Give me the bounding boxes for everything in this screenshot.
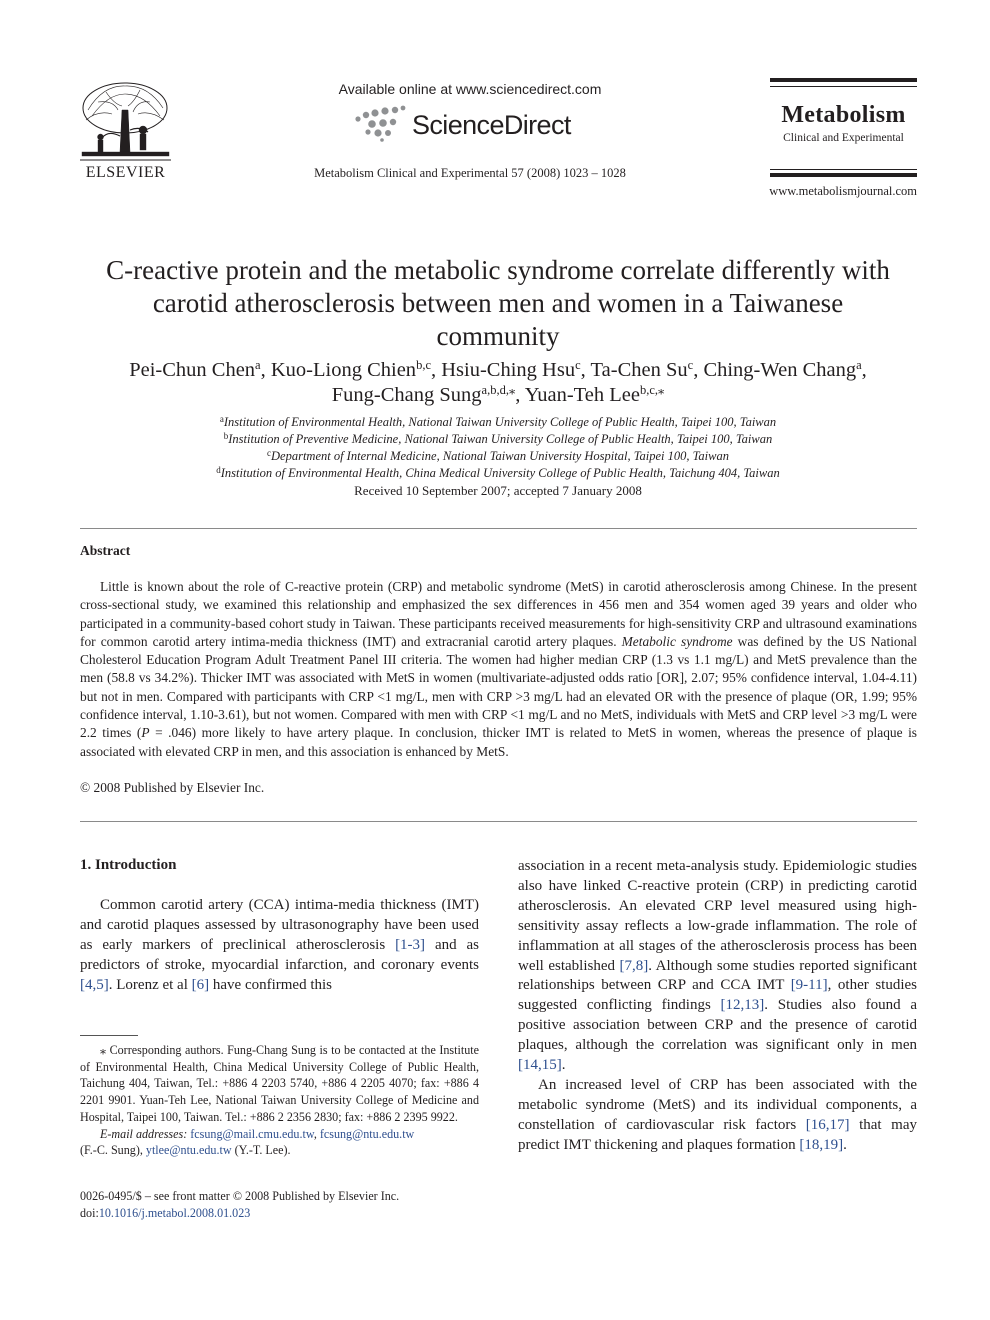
intro-paragraph-left	[80, 896, 479, 996]
email-label: E-mail addresses:	[100, 1126, 188, 1141]
citation-link[interactable]: [18,19]	[799, 1136, 844, 1153]
author-name: Kuo-Liong Chien	[270, 359, 417, 381]
citation-link[interactable]: [1-3]	[395, 936, 426, 953]
received-dates: Received 10 September 2007; accepted 7 January 2008	[354, 483, 642, 498]
affiliation-item	[140, 431, 856, 448]
journal-subtitle: Clinical and Experimental	[783, 132, 904, 144]
sciencedirect-wordmark: ScienceDirect	[412, 110, 571, 140]
email-owner: (F.-C. Sung),	[80, 1143, 146, 1158]
body-text: , other studies suggested conflicting findings	[518, 977, 917, 1014]
email-link[interactable]: fcsung@mail.cmu.edu.tw	[190, 1126, 314, 1141]
email-link[interactable]: fcsung@ntu.edu.tw	[319, 1126, 415, 1141]
article-title: C-reactive protein and the metabolic syndrome correlate differently with carotid atherosclerosis between men and women in a Taiwanese community	[106, 255, 890, 351]
affiliation-mark: c	[267, 448, 271, 458]
brand-rule	[770, 86, 917, 87]
available-online-text: Available online at www.sciencedirect.com	[338, 81, 602, 97]
citation-link[interactable]: [6]	[191, 976, 210, 993]
body-text: and as predictors of stroke, myocardial infarction, and coronary events	[80, 936, 479, 973]
divider	[80, 528, 917, 529]
author-affiliation-mark: c	[687, 358, 694, 372]
journal-name: Metabolism	[781, 102, 906, 128]
affiliation-text: Institution of Environmental Health, National Taiwan University College of Public Health, Taipei 100, Taiwan	[223, 415, 777, 429]
corresponding-author-footnote	[80, 1042, 479, 1159]
affiliation-text: Institution of Environmental Health, China Medical University College of Public Health, Taichung 404, Taiwan	[220, 466, 780, 480]
author-affiliation-mark: b,c,⁎	[639, 383, 665, 397]
journal-url[interactable]: www.metabolismjournal.com	[769, 184, 917, 198]
affiliation-item	[140, 465, 856, 482]
citation-link[interactable]: [7,8]	[619, 957, 649, 974]
citation-link[interactable]: [4,5]	[80, 976, 109, 993]
author-affiliation-mark: a	[255, 358, 261, 372]
body-text: .	[561, 1057, 566, 1074]
body-text: .	[843, 1136, 847, 1153]
intro-paragraph	[518, 857, 917, 1076]
journal-brand	[770, 78, 917, 178]
author-name: Yuan-Teh Lee	[524, 384, 640, 406]
citation-link[interactable]: [16,17]	[805, 1116, 850, 1133]
section-heading: 1. Introduction	[80, 857, 177, 873]
brand-rule	[770, 78, 917, 82]
author-name: Hsiu-Ching Hsu	[441, 359, 576, 381]
affiliation-item	[140, 448, 856, 465]
footnote-rule	[80, 1035, 138, 1036]
sciencedirect-dots-icon	[352, 102, 410, 142]
intro-column-right	[518, 857, 917, 1156]
abstract-p-value-symbol: P	[141, 725, 150, 741]
body-text: association in a recent meta-analysis study. Epidemiologic studies also have linked C-reactive protein (CRP) in predicting carotid atherosclerosis. An elevated CRP level measured using high-sensitivity assay reflects a low-grade inflammation. The role of inflammation at all stages of the atherosclerosis process has been well established	[518, 858, 917, 974]
affiliation-mark: b	[223, 431, 229, 441]
footnote-emails	[80, 1126, 479, 1143]
abstract-text-part: = .046) more likely to have artery plaque. In conclusion, thicker IMT is related to MetS in women, whereas the presence of plaque is associated with elevated CRP in men, and this association is enhanced by MetS.	[80, 725, 918, 759]
affiliation-text: Department of Internal Medicine, National Taiwan University Hospital, Taipei 100, Taiwan	[271, 449, 729, 463]
body-text: An increased level of CRP has been associated with the metabolic syndrome (MetS) and its individual components, a constellation of cardiovascular risk factors	[518, 1076, 917, 1133]
author-name: Fung-Chang Sung	[331, 384, 482, 406]
author-separator: ,	[515, 384, 525, 406]
affiliation-mark: a	[219, 414, 224, 424]
author-separator: ,	[693, 359, 704, 381]
abstract-heading: Abstract	[80, 543, 131, 558]
author-affiliation-mark: b,c	[416, 358, 431, 372]
journal-citation: Metabolism Clinical and Experimental 57 (2008) 1023 – 1028	[314, 166, 626, 180]
intro-paragraph	[518, 1076, 917, 1156]
footnote-email-owners	[80, 1142, 479, 1159]
brand-rule	[770, 169, 917, 170]
body-text: have confirmed this	[209, 976, 333, 993]
issn-line: 0026-0495/$ – see front matter © 2008 Published by Elsevier Inc.	[80, 1189, 400, 1203]
author-separator: ,	[431, 359, 442, 381]
body-text: . Lorenz et al	[108, 976, 192, 993]
affiliation-text: Institution of Preventive Medicine, National Taiwan University College of Public Health, Taipei 100, Taiwan	[228, 432, 773, 446]
author-separator: ,	[861, 359, 867, 381]
doi-line	[80, 1205, 399, 1222]
abstract-text-part: Little is known about the role of C-reactive protein (CRP) and metabolic syndrome (MetS) in carotid atherosclerosis among Chinese. In the present cross-sectional study, we examined this relationship and emphasized the sex differences in 456 men and 354 women aged 39 years and older who participated in a community-based cohort study in Taiwan. These participants received measurements for high-sensitivity CRP and ultrasound examinations for common carotid artery intima-media thickness (IMT) and extracranial carotid artery plaques.	[80, 579, 917, 649]
citation-link[interactable]: [14,15]	[518, 1057, 562, 1074]
email-separator: ,	[313, 1126, 320, 1141]
front-matter-info	[80, 1188, 399, 1221]
sciencedirect-logo	[352, 102, 592, 144]
author-affiliation-mark: a	[856, 358, 862, 372]
citation-link[interactable]: [12,13]	[720, 997, 765, 1014]
abstract-text	[80, 578, 917, 761]
brand-rule	[770, 173, 917, 177]
doi-label: doi:	[80, 1205, 99, 1220]
author-affiliation-mark: c	[575, 358, 581, 372]
body-text: . Studies also found a positive association between CRP and the presence of carotid plaques, although the correlation was significant only in men	[518, 997, 917, 1054]
affiliation-list	[140, 414, 856, 482]
body-text: Common carotid artery (CCA) intima-media thickness (IMT) and carotid plaques assessed by ultrasonography have been used as early markers of preclinical atherosclerosis	[80, 897, 479, 953]
body-text: that may predict IMT thickening and plaques formation	[518, 1116, 917, 1153]
author-name: Ta-Chen Su	[590, 359, 688, 381]
author-list	[70, 358, 926, 408]
affiliation-mark: d	[216, 465, 221, 475]
publisher-name: ELSEVIER	[85, 164, 166, 181]
body-text: . Although some studies reported significant relationships between CRP and CCA IMT	[518, 957, 917, 994]
abstract-text-part: was defined by the US National Cholesterol Education Program Adult Treatment Panel III criteria. The women had higher median CRP (1.3 vs 1.1 mg/L) and MetS prevalence than the men (58.8 vs 34.2%). Thicker IMT was associated with MetS in women (multivariate-adjusted odds ratio [OR], 2.07; 95% confidence interval, 1.04-4.11) but not in men. Compared with participants with CRP <1 mg/L, men with CRP >3 mg/L had an elevated OR with the presence of plaque (OR, 1.99; 95% confidence interval, 1.10-3.61), but not women. Compared with men with CRP <1 mg/L and no MetS, individuals with MetS and CRP level >3 mg/L were 2.2 times (	[80, 633, 917, 741]
divider	[80, 821, 917, 822]
email-owner: (Y.-T. Lee).	[231, 1143, 291, 1158]
citation-link[interactable]: [9-11]	[790, 977, 828, 994]
author-name: Ching-Wen Chang	[703, 359, 857, 381]
abstract-italic-term: Metabolic syndrome	[621, 633, 733, 649]
email-link[interactable]: ytlee@ntu.edu.tw	[145, 1143, 232, 1158]
author-separator: ,	[260, 359, 271, 381]
author-affiliation-mark: a,b,d,⁎	[481, 383, 516, 397]
affiliation-item	[140, 414, 856, 431]
doi-link[interactable]: 10.1016/j.metabol.2008.01.023	[98, 1205, 251, 1220]
author-separator: ,	[580, 359, 591, 381]
footnote-text: ⁎ Corresponding authors. Fung-Chang Sung is to be contacted at the Institute of Environmental Health, China Medical University College of Public Health, Taichung 404, Taiwan, Tel.: +886 4 2203 5740, +886 4 2205 4070; fax: +886 4 2201 9901. Yuan-Teh Lee, National Taiwan University College of Medicine and Hospital, Taipei 100, Taiwan. Tel.: +886 2 2356 2830; fax: +886 2 2395 9922.	[80, 1043, 479, 1124]
abstract-copyright: © 2008 Published by Elsevier Inc.	[80, 780, 265, 795]
author-name: Pei-Chun Chen	[129, 359, 256, 381]
